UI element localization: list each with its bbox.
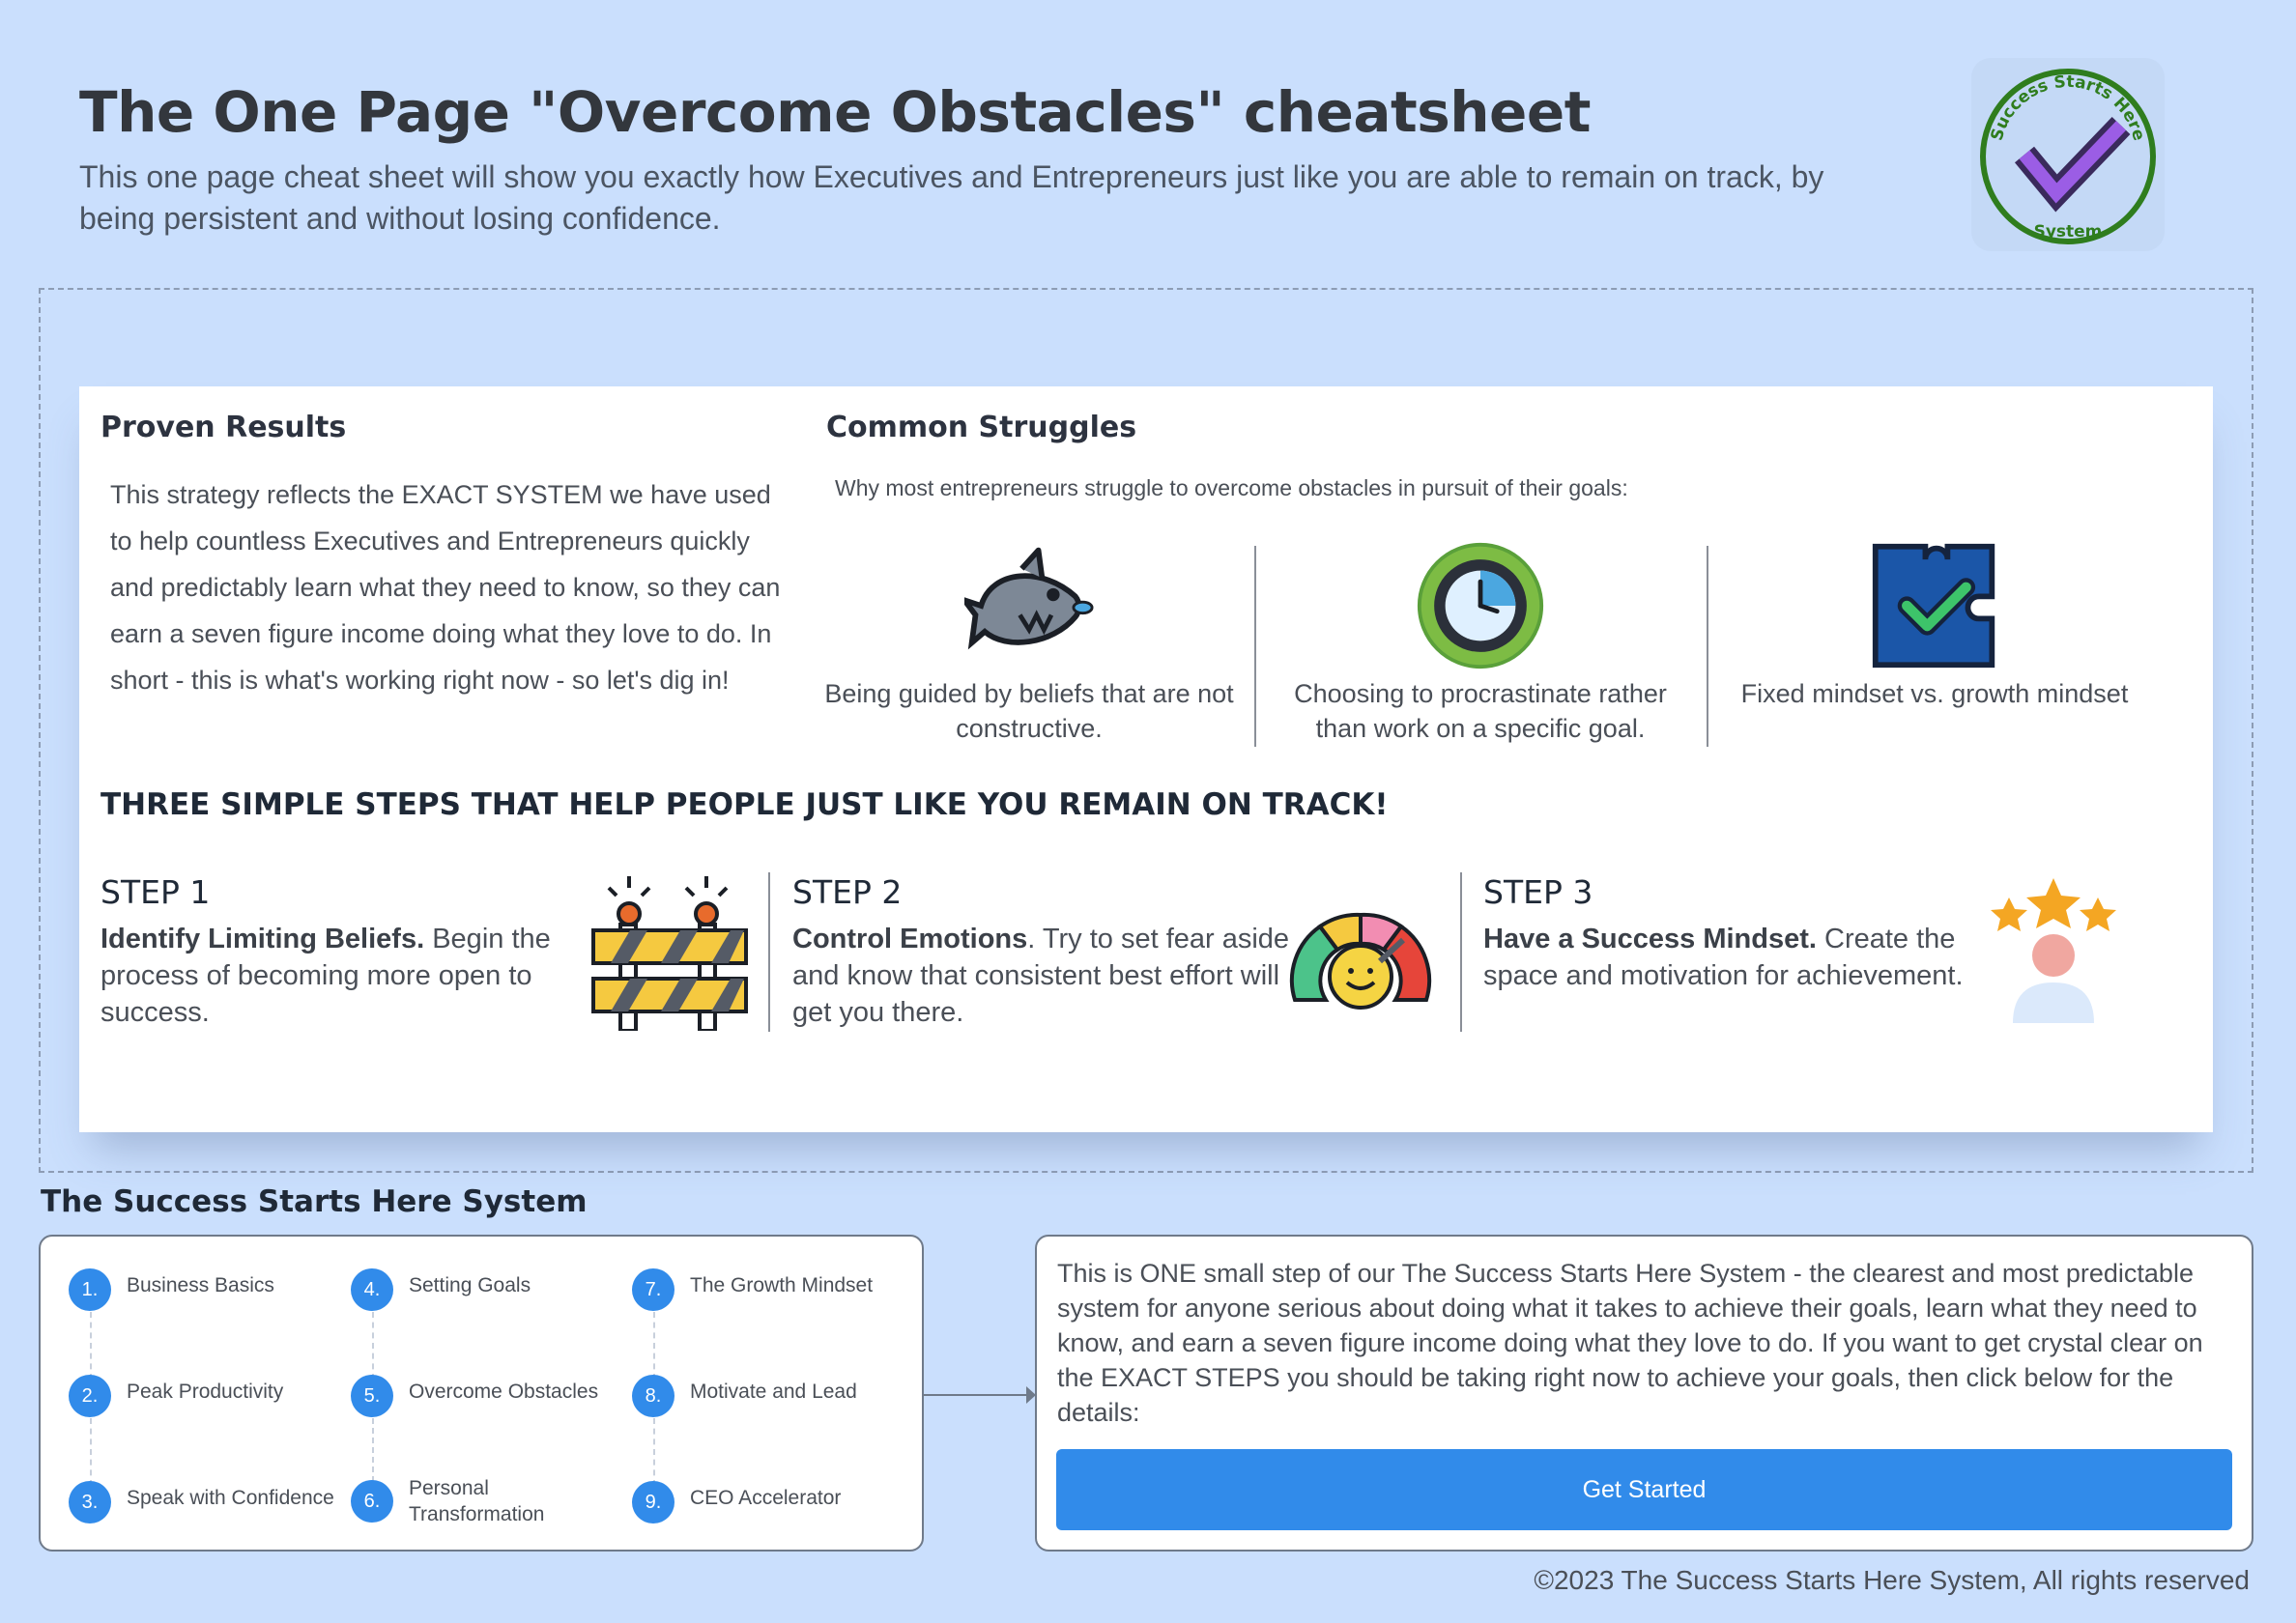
clock-icon bbox=[1416, 541, 1545, 670]
system-item-number: 2. bbox=[69, 1375, 111, 1417]
step-bold: Have a Success Mindset. bbox=[1483, 924, 1817, 954]
system-item-number: 8. bbox=[632, 1375, 674, 1417]
divider bbox=[1254, 546, 1256, 747]
system-item-number: 5. bbox=[351, 1375, 393, 1417]
system-item[interactable] bbox=[632, 1268, 873, 1311]
system-item-label: Peak Productivity bbox=[127, 1380, 284, 1403]
divider bbox=[372, 1312, 374, 1380]
divider bbox=[653, 1312, 655, 1380]
divider bbox=[90, 1418, 92, 1486]
divider bbox=[1460, 872, 1462, 1032]
proven-results-heading: Proven Results bbox=[100, 411, 347, 444]
system-item-label: Speak with Confidence bbox=[127, 1486, 334, 1509]
puzzle-check-icon bbox=[1870, 541, 1999, 670]
get-started-button[interactable]: Get Started bbox=[1056, 1449, 2232, 1530]
cta-text: This is ONE small step of our The Success Starts Here System - the clearest and most predictable system for anyone serious about doing what it takes to achieve their goals, learn what they need to know, and earn a seven figure income doing what they love to do. If you want to get crystal clear on the EXACT STEPS you should be taking right now to achieve your goals, then click below for the details: bbox=[1057, 1259, 2203, 1427]
step-title: STEP 3 bbox=[1483, 873, 1593, 911]
system-item-number: 4. bbox=[351, 1268, 393, 1311]
step-3 bbox=[1483, 873, 1986, 994]
struggles-intro: Why most entrepreneurs struggle to overcome obstacles in pursuit of their goals: bbox=[835, 475, 1628, 500]
steps-heading: THREE SIMPLE STEPS THAT HELP PEOPLE JUST LIKE YOU REMAIN ON TRACK! bbox=[100, 787, 1389, 822]
system-item-number: 3. bbox=[69, 1481, 111, 1523]
step-1 bbox=[100, 873, 564, 1031]
divider bbox=[90, 1312, 92, 1380]
divider bbox=[372, 1418, 374, 1482]
system-item-label: Personal Transformation bbox=[409, 1477, 545, 1525]
system-item[interactable] bbox=[69, 1481, 334, 1523]
step-text: Create the space and motivation for achievement. bbox=[1483, 924, 1964, 991]
system-item-number: 6. bbox=[351, 1480, 393, 1523]
system-item[interactable] bbox=[351, 1375, 598, 1417]
system-item-number: 9. bbox=[632, 1481, 674, 1523]
page-subtitle: This one page cheat sheet will show you exactly how Executives and Entrepreneurs just like you are able to remain on track, by being persistent and without losing confidence. bbox=[79, 159, 1824, 236]
mood-gauge-icon bbox=[1283, 894, 1438, 1010]
system-item[interactable] bbox=[69, 1268, 274, 1311]
system-item-label: Business Basics bbox=[127, 1273, 274, 1296]
logo-text-top: Success Starts Here bbox=[1987, 71, 2149, 143]
connector-arrow bbox=[924, 1394, 1034, 1396]
struggle-caption: Choosing to procrastinate rather than work on a specific goal. bbox=[1294, 679, 1667, 743]
step-2 bbox=[792, 873, 1295, 1031]
proven-results-text: This strategy reflects the EXACT SYSTEM we have used to help countless Executives and Entrepreneurs quickly and predictably learn what they need to know, so they can earn a seven figure income doing what they love to do. In short - this is what's working right now - so let's dig in! bbox=[110, 480, 781, 695]
divider bbox=[653, 1418, 655, 1486]
star-person-icon bbox=[1986, 874, 2121, 1029]
system-item[interactable] bbox=[69, 1375, 283, 1417]
system-item-number: 1. bbox=[69, 1268, 111, 1311]
step-bold: Identify Limiting Beliefs. bbox=[100, 924, 425, 954]
shark-icon bbox=[964, 541, 1094, 670]
system-item-label: The Growth Mindset bbox=[690, 1273, 874, 1296]
system-item[interactable] bbox=[351, 1475, 563, 1527]
system-item[interactable] bbox=[632, 1481, 841, 1523]
system-item-label: Motivate and Lead bbox=[690, 1380, 857, 1403]
struggle-item-procrastinate bbox=[1268, 541, 1693, 744]
system-item-label: CEO Accelerator bbox=[690, 1486, 842, 1509]
divider bbox=[1707, 546, 1708, 747]
struggle-item-mindset bbox=[1722, 541, 2147, 744]
footer-copyright: ©2023 The Success Starts Here System, All rights reserved bbox=[1534, 1565, 2250, 1595]
divider bbox=[768, 872, 770, 1032]
system-item[interactable] bbox=[351, 1268, 531, 1311]
step-text: Begin the process of becoming more open to success. bbox=[100, 924, 551, 1028]
system-item-number: 7. bbox=[632, 1268, 674, 1311]
system-item[interactable] bbox=[632, 1375, 857, 1417]
struggle-item-beliefs bbox=[817, 541, 1242, 744]
struggle-caption: Being guided by beliefs that are not constructive. bbox=[824, 679, 1234, 743]
step-bold: Control Emotions bbox=[792, 924, 1028, 954]
step-title: STEP 1 bbox=[100, 873, 211, 911]
struggle-caption: Fixed mindset vs. growth mindset bbox=[1740, 679, 2129, 708]
system-item-label: Overcome Obstacles bbox=[409, 1380, 599, 1403]
page-title: The One Page "Overcome Obstacles" cheatsheet bbox=[79, 79, 1591, 145]
step-text: . Try to set fear aside and know that consistent best effort will get you there. bbox=[792, 924, 1290, 1028]
step-title: STEP 2 bbox=[792, 873, 903, 911]
system-item-label: Setting Goals bbox=[409, 1273, 531, 1296]
barrier-icon bbox=[589, 874, 750, 1031]
logo-text-bottom: System bbox=[2033, 222, 2103, 242]
success-logo-icon bbox=[1971, 58, 2165, 251]
common-struggles-heading: Common Struggles bbox=[826, 411, 1137, 444]
success-logo bbox=[1971, 58, 2165, 251]
system-heading: The Success Starts Here System bbox=[41, 1184, 588, 1219]
